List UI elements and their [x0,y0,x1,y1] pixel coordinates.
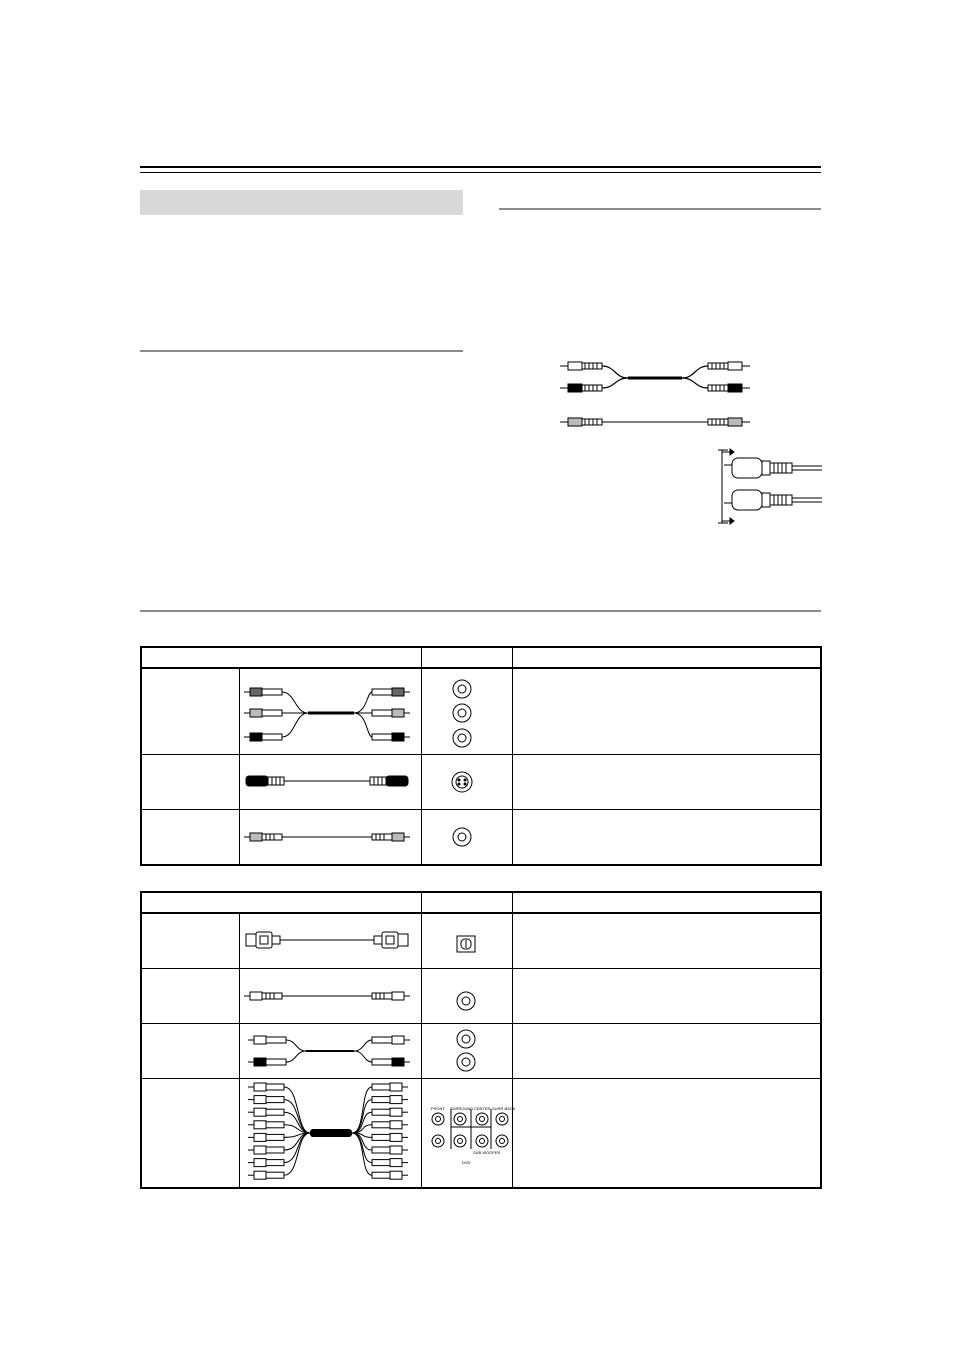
multichannel-cable-icon [239,1079,421,1189]
row-label [141,1079,239,1189]
row-description [512,913,821,969]
component-jacks-icon [421,668,512,755]
row-description [512,668,821,755]
s-video-cable-icon [239,755,421,810]
component-video-cable-icon [239,668,421,755]
left-subsection-rule [140,350,463,352]
row-label [141,810,239,866]
header-cable [141,647,421,668]
composite-video-cable-icon [239,810,421,866]
jack-label-center: CENTER [473,1106,490,1111]
jack-label-surround: SURROUND [449,1106,473,1111]
bottom-section-rule [140,610,821,612]
row-label [141,1024,239,1079]
jack-label-surr-back: SURR BACK [491,1106,515,1111]
optical-jack-icon [421,913,512,969]
row-label [141,969,239,1024]
coaxial-digital-cable-icon [239,969,421,1024]
row-description [512,1079,821,1189]
row-description [512,755,821,810]
video-cable-table [140,646,822,866]
row-label [141,668,239,755]
composite-jack-icon [421,810,512,866]
section-heading-box [140,190,463,215]
audio-cable-table [140,891,822,1189]
jack-label-dvd: DVD [461,1160,470,1165]
header-rule-thick [140,166,821,168]
header-cable [141,892,421,913]
header-description [512,647,821,668]
analog-audio-jacks-icon [421,1024,512,1079]
optical-digital-cable-icon [239,913,421,969]
row-description [512,1024,821,1079]
row-description [512,810,821,866]
jack-label-front: FRONT [430,1106,445,1111]
multichannel-jacks-icon [421,1079,515,1189]
header-description [512,892,821,913]
row-label [141,755,239,810]
row-description [512,969,821,1024]
coaxial-jack-icon [421,969,512,1024]
analog-audio-cable-icon [239,1024,421,1079]
header-jack [421,892,512,913]
audio-video-cable-diagram-icon [560,355,825,535]
jack-label-sub-woofer: SUB WOOFER [472,1150,500,1155]
s-video-jack-icon [421,755,512,810]
row-label [141,913,239,969]
header-rule-thin [140,172,821,173]
right-subsection-rule [499,208,821,210]
header-jack [421,647,512,668]
